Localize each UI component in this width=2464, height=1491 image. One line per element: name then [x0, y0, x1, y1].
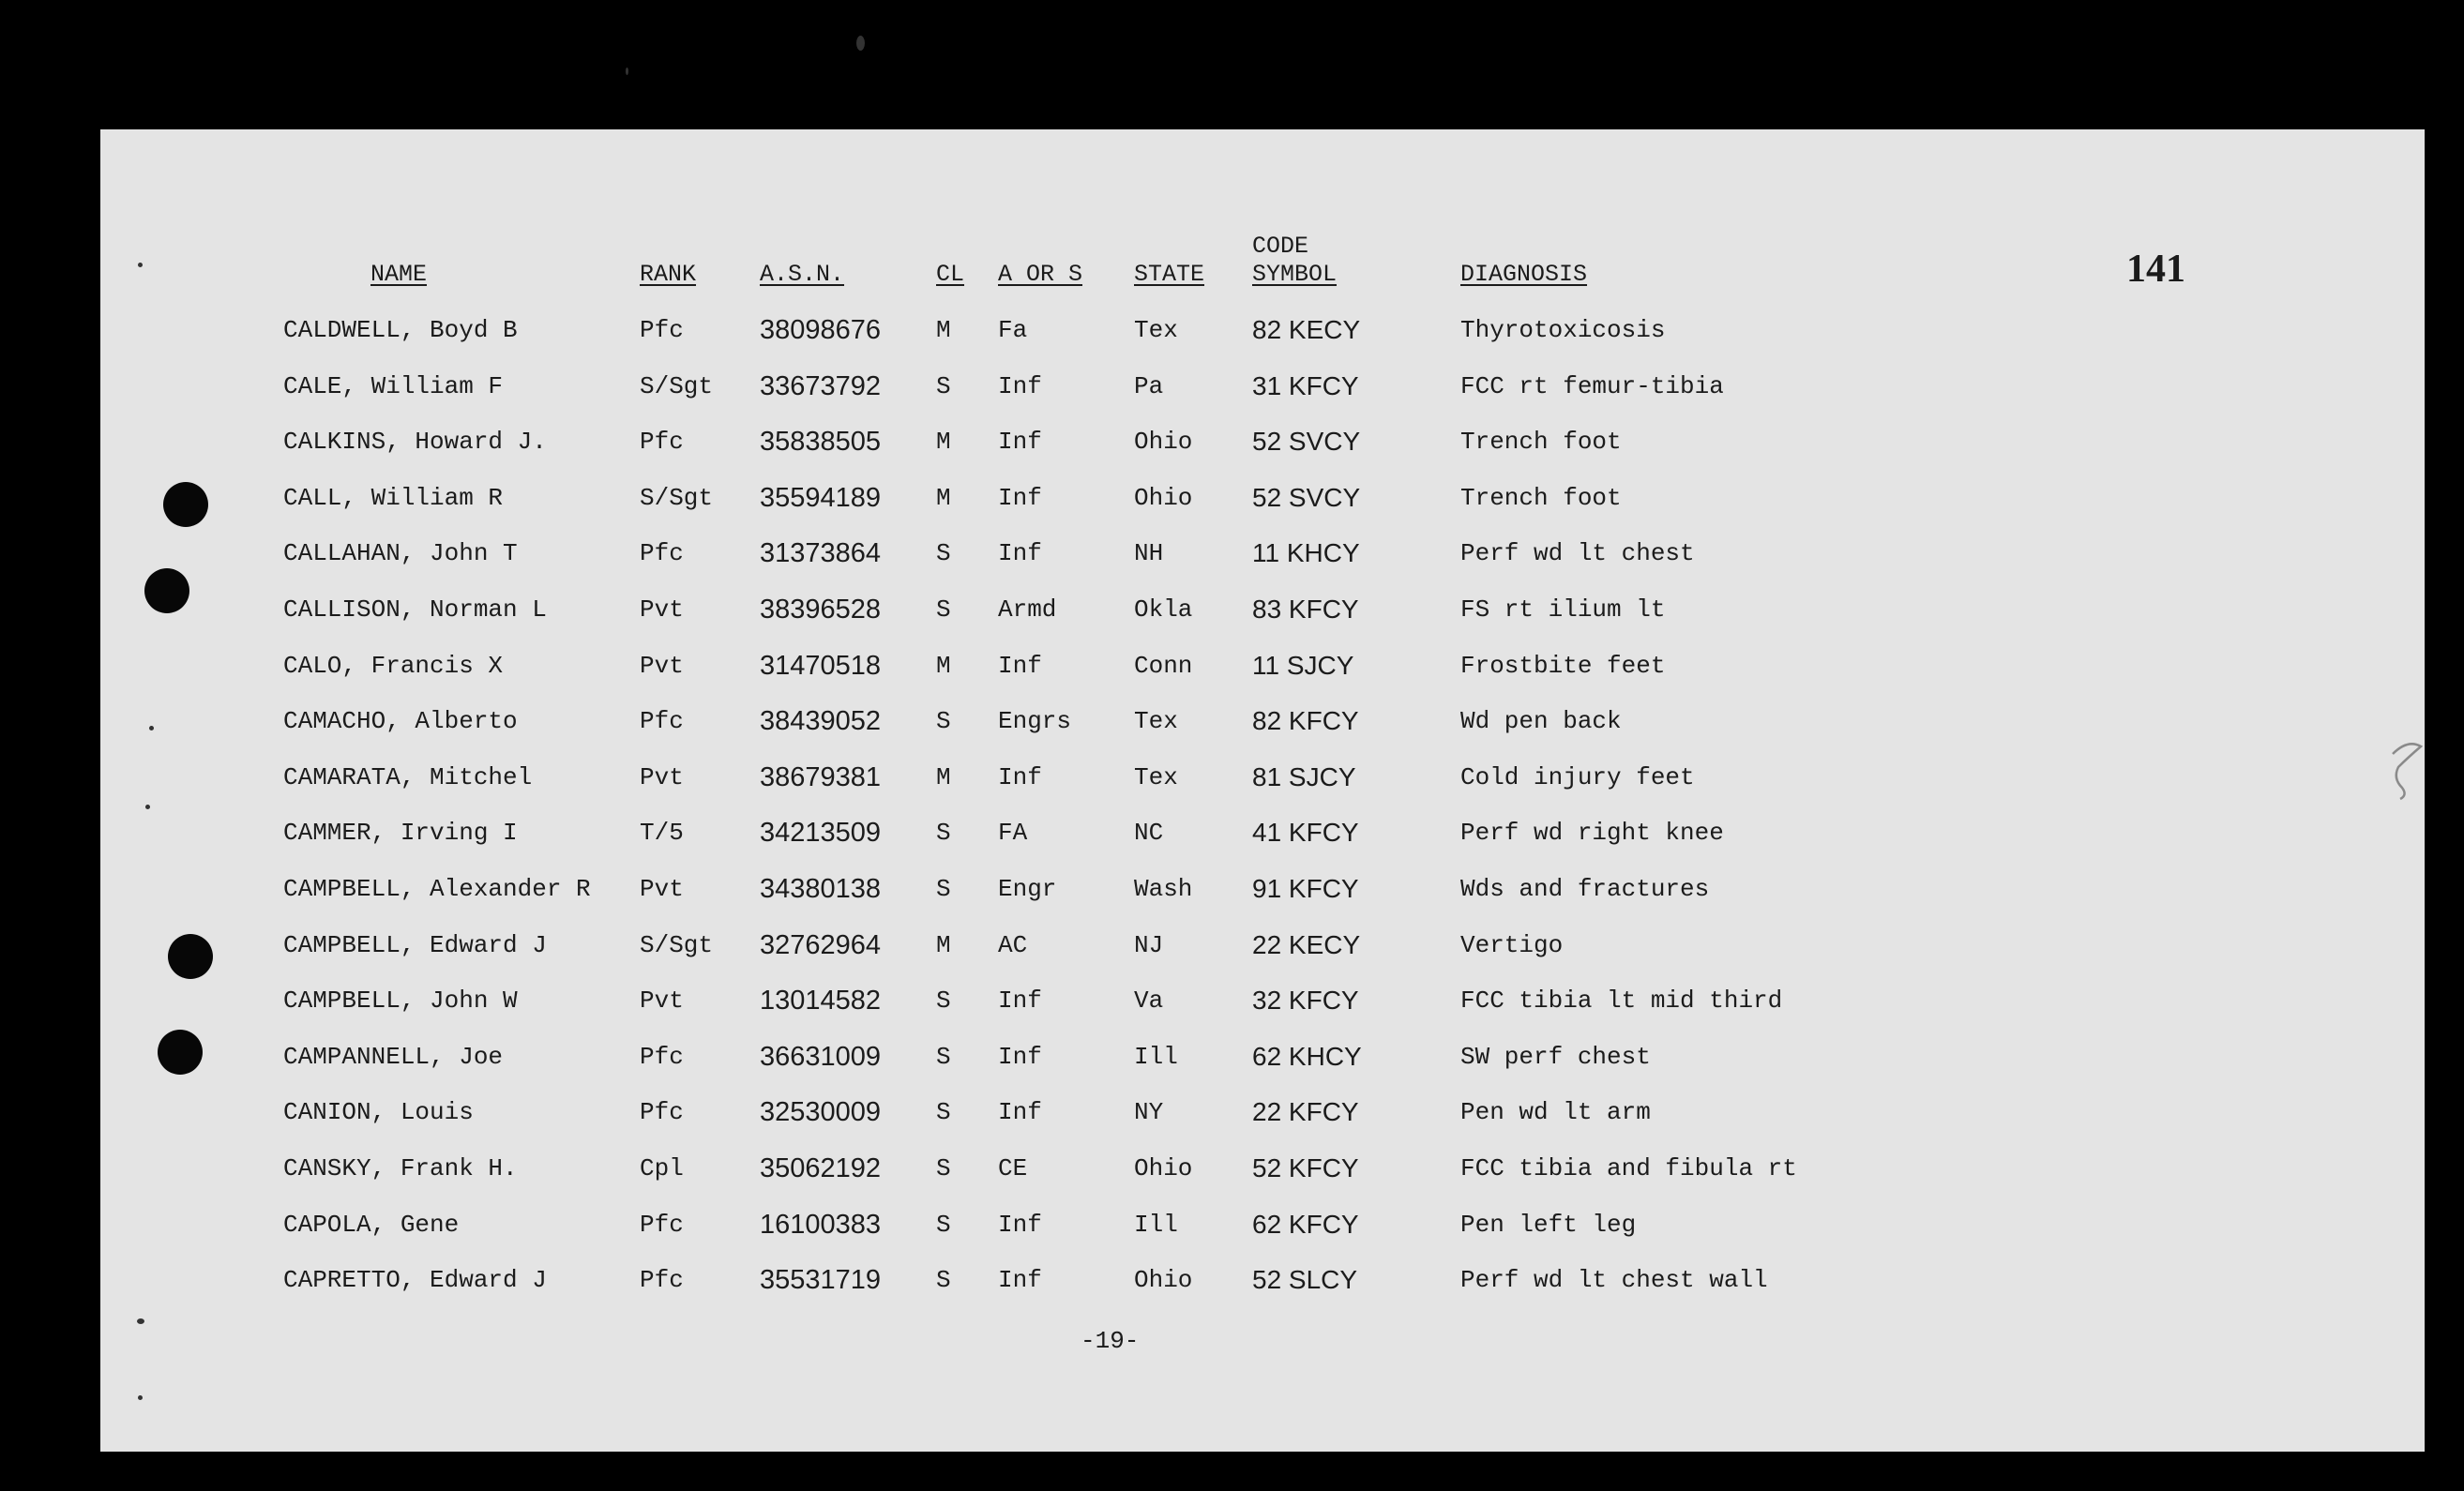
name-cell: CANSKY, Frank H. [283, 1154, 518, 1182]
table-row [100, 368, 2425, 405]
header-name: NAME [370, 261, 428, 288]
code-symbol-cell: 52 KFCY [1252, 1153, 1359, 1182]
asn-cell: 13014582 [760, 986, 882, 1016]
a-or-s-cell: Fa [998, 316, 1028, 344]
state-cell: Ill [1134, 1043, 1178, 1071]
name-cell: CALLAHAN, John T [283, 539, 518, 567]
a-or-s-cell: Armd [998, 595, 1057, 624]
asn-cell: 32762964 [760, 930, 882, 960]
asn-cell: 38679381 [760, 762, 882, 792]
table-row [100, 1206, 2425, 1243]
cl-cell: S [936, 1211, 951, 1239]
table-row [100, 479, 2425, 517]
state-cell: Tex [1134, 763, 1178, 791]
diagnosis-cell: Perf wd lt chest [1460, 539, 1695, 567]
rank-cell: Pvt [640, 652, 684, 680]
name-cell: CAMPBELL, John W [283, 986, 518, 1015]
state-cell: Ohio [1134, 1154, 1193, 1182]
rank-cell: Pfc [640, 1211, 684, 1239]
diagnosis-cell: Frostbite feet [1460, 652, 1666, 680]
rank-cell: Pfc [640, 539, 684, 567]
state-cell: Va [1134, 986, 1164, 1015]
asn-cell: 38439052 [760, 706, 882, 736]
asn-cell: 38396528 [760, 595, 882, 625]
a-or-s-cell: Inf [998, 763, 1042, 791]
scan-speck [137, 1318, 144, 1324]
header-rank: RANK [640, 261, 697, 288]
name-cell: CALLISON, Norman L [283, 595, 547, 624]
code-symbol-cell: 52 SLCY [1252, 1265, 1358, 1294]
rank-cell: Pvt [640, 986, 684, 1015]
diagnosis-cell: SW perf chest [1460, 1043, 1651, 1071]
table-row [100, 535, 2425, 572]
a-or-s-cell: Inf [998, 986, 1042, 1015]
cl-cell: M [936, 428, 951, 456]
table-row [100, 423, 2425, 460]
code-symbol-cell: 52 SVCY [1252, 483, 1361, 512]
table-row [100, 1150, 2425, 1187]
diagnosis-cell: Thyrotoxicosis [1460, 316, 1666, 344]
rank-cell: Pfc [640, 1043, 684, 1071]
state-cell: Tex [1134, 316, 1178, 344]
table-row [100, 814, 2425, 851]
cl-cell: S [936, 539, 951, 567]
code-symbol-cell: 62 KHCY [1252, 1042, 1362, 1071]
cl-cell: S [936, 819, 951, 847]
code-symbol-cell: 62 KFCY [1252, 1210, 1359, 1239]
cl-cell: S [936, 1043, 951, 1071]
page-footer: -19- [1081, 1327, 1140, 1355]
scan-speck [145, 805, 150, 809]
diagnosis-cell: Pen wd lt arm [1460, 1098, 1651, 1126]
asn-cell: 35062192 [760, 1153, 882, 1183]
state-cell: NJ [1134, 931, 1164, 959]
cl-cell: S [936, 1266, 951, 1294]
code-symbol-cell: 52 SVCY [1252, 427, 1361, 456]
state-cell: Ohio [1134, 484, 1193, 512]
asn-cell: 38098676 [760, 315, 882, 345]
asn-cell: 35594189 [760, 483, 882, 513]
table-row [100, 926, 2425, 964]
table-row [100, 759, 2425, 796]
code-symbol-cell: 81 SJCY [1252, 762, 1356, 791]
state-cell: NH [1134, 539, 1164, 567]
scan-speck [138, 1395, 143, 1400]
diagnosis-cell: Perf wd lt chest wall [1460, 1266, 1768, 1294]
header-asn: A.S.N. [760, 261, 845, 288]
cl-cell: S [936, 875, 951, 903]
name-cell: CAMARATA, Mitchel [283, 763, 533, 791]
diagnosis-cell: Wd pen back [1460, 707, 1622, 735]
diagnosis-cell: Vertigo [1460, 931, 1564, 959]
code-symbol-cell: 83 KFCY [1252, 595, 1359, 624]
header-state: STATE [1134, 261, 1205, 288]
a-or-s-cell: Inf [998, 1098, 1042, 1126]
name-cell: CAMPBELL, Alexander R [283, 875, 591, 903]
code-symbol-cell: 82 KECY [1252, 315, 1361, 344]
table-row [100, 1038, 2425, 1076]
state-cell: Tex [1134, 707, 1178, 735]
diagnosis-cell: FS rt ilium lt [1460, 595, 1666, 624]
header-code-line1: CODE [1252, 233, 1309, 260]
asn-cell: 33673792 [760, 371, 882, 401]
asn-cell: 36631009 [760, 1042, 882, 1072]
code-symbol-cell: 11 SJCY [1252, 651, 1354, 680]
diagnosis-cell: FCC rt femur-tibia [1460, 372, 1724, 400]
binder-hole [163, 482, 208, 527]
cl-cell: M [936, 931, 951, 959]
cl-cell: M [936, 763, 951, 791]
table-row [100, 982, 2425, 1019]
asn-cell: 32530009 [760, 1097, 882, 1127]
state-cell: NC [1134, 819, 1164, 847]
name-cell: CAMPANNELL, Joe [283, 1043, 504, 1071]
asn-cell: 16100383 [760, 1210, 882, 1240]
rank-cell: Pvt [640, 763, 684, 791]
a-or-s-cell: Inf [998, 539, 1042, 567]
table-row [100, 311, 2425, 349]
binder-hole [144, 568, 189, 613]
code-symbol-cell: 11 KHCY [1252, 538, 1360, 567]
asn-cell: 31373864 [760, 538, 882, 568]
cl-cell: S [936, 595, 951, 624]
rank-cell: Pfc [640, 316, 684, 344]
code-symbol-cell: 22 KECY [1252, 930, 1361, 959]
diagnosis-cell: FCC tibia and fibula rt [1460, 1154, 1797, 1182]
a-or-s-cell: Inf [998, 484, 1042, 512]
scan-speck [149, 726, 154, 730]
diagnosis-cell: Trench foot [1460, 484, 1622, 512]
header-a-or-s: A OR S [998, 261, 1083, 288]
a-or-s-cell: Inf [998, 1266, 1042, 1294]
a-or-s-cell: Inf [998, 1043, 1042, 1071]
diagnosis-cell: Trench foot [1460, 428, 1622, 456]
cl-cell: S [936, 986, 951, 1015]
state-cell: Okla [1134, 595, 1193, 624]
pencil-mark [2380, 720, 2436, 805]
cl-cell: M [936, 316, 951, 344]
state-cell: Ohio [1134, 1266, 1193, 1294]
name-cell: CALO, Francis X [283, 652, 504, 680]
asn-cell: 35838505 [760, 427, 882, 457]
cl-cell: S [936, 1154, 951, 1182]
scan-speck [626, 68, 628, 75]
diagnosis-cell: FCC tibia lt mid third [1460, 986, 1783, 1015]
header-code-line2: SYMBOL [1252, 261, 1338, 288]
cl-cell: S [936, 707, 951, 735]
scan-speck [138, 263, 143, 267]
table-row [100, 870, 2425, 908]
rank-cell: Pfc [640, 707, 684, 735]
a-or-s-cell: Engr [998, 875, 1057, 903]
scan-speck [856, 36, 865, 51]
name-cell: CALE, William F [283, 372, 504, 400]
name-cell: CAMMER, Irving I [283, 819, 518, 847]
code-symbol-cell: 31 KFCY [1252, 371, 1359, 400]
code-symbol-cell: 22 KFCY [1252, 1097, 1359, 1126]
code-symbol-cell: 41 KFCY [1252, 818, 1359, 847]
state-cell: Ill [1134, 1211, 1178, 1239]
name-cell: CAMACHO, Alberto [283, 707, 518, 735]
document-page [100, 129, 2425, 1452]
name-cell: CAMPBELL, Edward J [283, 931, 547, 959]
cl-cell: S [936, 372, 951, 400]
rank-cell: Pfc [640, 428, 684, 456]
diagnosis-cell: Wds and fractures [1460, 875, 1710, 903]
a-or-s-cell: Engrs [998, 707, 1072, 735]
rank-cell: Cpl [640, 1154, 684, 1182]
code-symbol-cell: 32 KFCY [1252, 986, 1359, 1015]
state-cell: NY [1134, 1098, 1164, 1126]
a-or-s-cell: FA [998, 819, 1028, 847]
page-number: 141 [2126, 248, 2185, 291]
state-cell: Conn [1134, 652, 1193, 680]
name-cell: CALKINS, Howard J. [283, 428, 547, 456]
table-row [100, 591, 2425, 628]
a-or-s-cell: Inf [998, 372, 1042, 400]
rank-cell: Pfc [640, 1266, 684, 1294]
state-cell: Ohio [1134, 428, 1193, 456]
name-cell: CALDWELL, Boyd B [283, 316, 518, 344]
a-or-s-cell: AC [998, 931, 1028, 959]
diagnosis-cell: Pen left leg [1460, 1211, 1637, 1239]
header-diagnosis: DIAGNOSIS [1460, 261, 1588, 288]
rank-cell: S/Sgt [640, 372, 714, 400]
asn-cell: 34213509 [760, 818, 882, 848]
asn-cell: 35531719 [760, 1265, 882, 1295]
cl-cell: M [936, 652, 951, 680]
a-or-s-cell: Inf [998, 652, 1042, 680]
name-cell: CAPRETTO, Edward J [283, 1266, 547, 1294]
diagnosis-cell: Cold injury feet [1460, 763, 1695, 791]
asn-cell: 34380138 [760, 874, 882, 904]
rank-cell: Pvt [640, 875, 684, 903]
a-or-s-cell: CE [998, 1154, 1028, 1182]
a-or-s-cell: Inf [998, 428, 1042, 456]
state-cell: Wash [1134, 875, 1193, 903]
binder-hole [158, 1030, 203, 1075]
code-symbol-cell: 91 KFCY [1252, 874, 1359, 903]
binder-hole [168, 934, 213, 979]
table-row [100, 1093, 2425, 1131]
name-cell: CAPOLA, Gene [283, 1211, 460, 1239]
diagnosis-cell: Perf wd right knee [1460, 819, 1724, 847]
table-row [100, 647, 2425, 685]
cl-cell: S [936, 1098, 951, 1126]
code-symbol-cell: 82 KFCY [1252, 706, 1359, 735]
name-cell: CALL, William R [283, 484, 504, 512]
rank-cell: Pfc [640, 1098, 684, 1126]
asn-cell: 31470518 [760, 651, 882, 681]
header-cl: CL [936, 261, 965, 288]
rank-cell: S/Sgt [640, 484, 714, 512]
name-cell: CANION, Louis [283, 1098, 474, 1126]
a-or-s-cell: Inf [998, 1211, 1042, 1239]
rank-cell: Pvt [640, 595, 684, 624]
table-row [100, 702, 2425, 740]
rank-cell: T/5 [640, 819, 684, 847]
cl-cell: M [936, 484, 951, 512]
rank-cell: S/Sgt [640, 931, 714, 959]
state-cell: Pa [1134, 372, 1164, 400]
table-row [100, 1261, 2425, 1299]
